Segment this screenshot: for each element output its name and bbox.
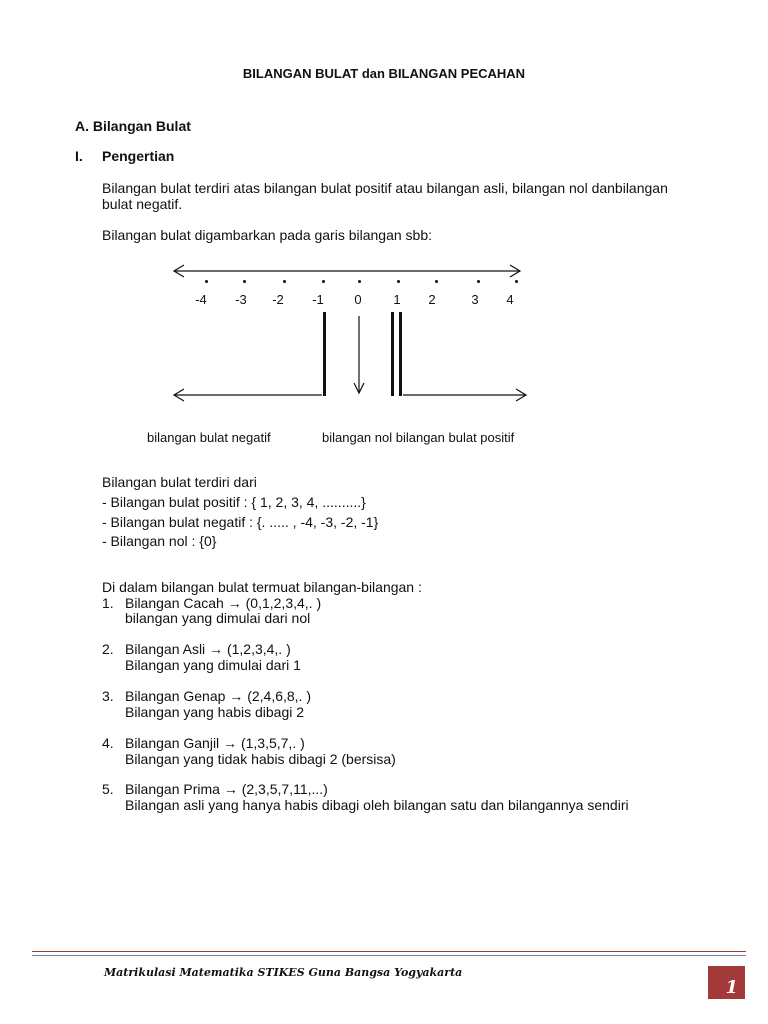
- section-i-heading: Pengertian: [102, 148, 175, 164]
- composition-heading: Bilangan bulat terdiri dari: [102, 474, 257, 490]
- tick-dot: [435, 280, 438, 283]
- number-line-intro: Bilangan bulat digambarkan pada garis bilangan sbb:: [102, 227, 433, 243]
- footer-text: Matrikulasi Matematika STIKES Guna Bangsa Yogyakarta: [104, 966, 463, 979]
- list-item-title: Bilangan Ganjil → (1,3,5,7,. ): [125, 735, 305, 751]
- tick-label: -2: [272, 292, 284, 307]
- tick-label: -3: [235, 292, 247, 307]
- tick-dot: [322, 280, 325, 283]
- tick-label: 4: [506, 292, 514, 307]
- tick-dot: [477, 280, 480, 283]
- composition-item: - Bilangan nol : {0}: [102, 533, 217, 549]
- list-item-title: Bilangan Cacah → (0,1,2,3,4,. ): [125, 595, 322, 611]
- list-item-title: Bilangan Prima → (2,3,5,7,11,...): [125, 781, 328, 797]
- list-item-description: Bilangan yang dimulai dari 1: [125, 657, 301, 673]
- tick-dot: [283, 280, 286, 283]
- section-i-number: I.: [75, 148, 83, 164]
- list-number: 4.: [102, 735, 114, 751]
- negative-boundary-bar: [323, 312, 326, 396]
- tick-label: -1: [312, 292, 324, 307]
- composition-item: - Bilangan bulat positif : { 1, 2, 3, 4, ..........}: [102, 494, 366, 510]
- tick-label: 1: [393, 292, 401, 307]
- composition-item: - Bilangan bulat negatif : {. ..... , -4, -3, -2, -1}: [102, 514, 379, 530]
- section-a-heading: A. Bilangan Bulat: [75, 118, 191, 134]
- tick-label: 0: [354, 292, 362, 307]
- list-number: 2.: [102, 641, 114, 657]
- page-number: 1: [725, 977, 738, 998]
- tick-dot: [205, 280, 208, 283]
- tick-label: 3: [471, 292, 479, 307]
- list-item-description: Bilangan yang tidak habis dibagi 2 (bersisa): [125, 751, 396, 767]
- positive-boundary-bar-left: [391, 312, 394, 396]
- tick-dot: [397, 280, 400, 283]
- number-line-diagram: [0, 0, 768, 460]
- subsets-heading: Di dalam bilangan bulat termuat bilangan-bilangan :: [102, 579, 422, 595]
- list-number: 5.: [102, 781, 114, 797]
- list-item-description: bilangan yang dimulai dari nol: [125, 610, 311, 626]
- tick-label: 2: [428, 292, 436, 307]
- list-item-description: Bilangan asli yang hanya habis dibagi oleh bilangan satu dan bilangannya sendiri: [125, 797, 629, 813]
- tick-dot: [515, 280, 518, 283]
- list-number: 3.: [102, 688, 114, 704]
- tick-dot: [243, 280, 246, 283]
- footer-rule-top: [32, 951, 746, 952]
- list-item-title: Bilangan Asli → (1,2,3,4,. ): [125, 641, 291, 657]
- page-title: BILANGAN BULAT dan BILANGAN PECAHAN: [242, 66, 526, 81]
- list-number: 1.: [102, 595, 114, 611]
- tick-label: -4: [195, 292, 207, 307]
- footer-rule-bottom: [32, 955, 746, 956]
- negative-caption: bilangan bulat negatif: [147, 430, 271, 445]
- list-item-description: Bilangan yang habis dibagi 2: [125, 704, 305, 720]
- list-item-title: Bilangan Genap → (2,4,6,8,. ): [125, 688, 311, 704]
- positive-boundary-bar-right: [399, 312, 402, 396]
- definition-paragraph: Bilangan bulat terdiri atas bilangan bulat positif atau bilangan asli, bilangan nol danbilangan bulat negatif.: [102, 180, 668, 212]
- tick-dot: [358, 280, 361, 283]
- zero-positive-caption: bilangan nol bilangan bulat positif: [322, 430, 515, 445]
